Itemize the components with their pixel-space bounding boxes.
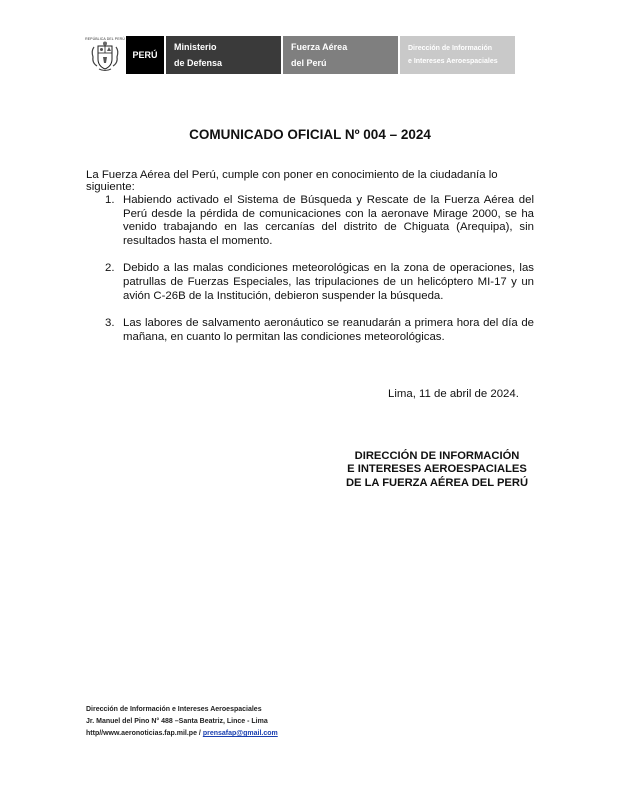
- website-text: http//www.aeronoticias.fap.mil.pe /: [86, 730, 201, 737]
- air-force-line-1: Fuerza Aérea: [291, 42, 348, 52]
- air-force-line-2: del Perú: [291, 58, 327, 68]
- footer-line-3: [86, 728, 278, 740]
- list-item-text: Habiendo activado el Sistema de Búsqueda y Rescate de la Fuerza Aérea del Perú desde la pérdida de comunicaciones con la aeronave Mirage 2000, se ha venido trabajando en las cercanías del distrito de Chiguata (Arequipa), sin resultados hasta el momento.: [123, 194, 534, 247]
- list-item: [86, 262, 534, 303]
- list-item-number: 2.: [105, 262, 115, 275]
- footer-line-2: Jr. Manuel del Pino N° 488 –Santa Beatriz, Lince - Lima: [86, 718, 268, 725]
- email-link[interactable]: prensafap@gmail.com: [202, 730, 278, 737]
- directorate-line-2: e Intereses Aeroespaciales: [408, 58, 498, 65]
- document-date: Lima, 11 de abril de 2024.: [388, 388, 519, 400]
- signature-line-1: DIRECCIÓN DE INFORMACIÓN: [354, 450, 520, 462]
- air-force-block: [281, 36, 398, 74]
- signature-line-2: E INTERESES AEROESPACIALES: [347, 463, 527, 476]
- signature-block: [342, 450, 532, 490]
- list-item-number: 1.: [105, 194, 115, 206]
- document-title: COMUNICADO OFICIAL Nº 004 – 2024: [189, 127, 431, 142]
- statement-list: [86, 194, 534, 358]
- directorate-block: [398, 36, 515, 74]
- list-item-text: Las labores de salvamento aeronáutico se reanudarán a primera hora del día de mañana, en cuanto lo permitan las condiciones meteorológicas.: [123, 317, 534, 343]
- list-item-number: 3.: [105, 317, 115, 330]
- signature-line-3: DE LA FUERZA AÉREA DEL PERÚ: [345, 476, 529, 489]
- ministry-line-1: Ministerio: [174, 42, 217, 52]
- footer: [86, 704, 278, 740]
- letterhead: [84, 36, 515, 74]
- list-item: [86, 194, 534, 248]
- country-label: PERÚ: [132, 50, 158, 60]
- ministry-block: [164, 36, 281, 74]
- list-item-text: Debido a las malas condiciones meteorológicas en la zona de operaciones, las patrullas de Fuerzas Especiales, las tripulaciones de un helicóptero MI-17 y un avión C-26B de la Institución, debieron suspender la búsqueda.: [123, 262, 534, 302]
- shield-icon: [90, 41, 120, 73]
- directorate-line-1: Dirección de Información: [408, 45, 493, 52]
- ministry-line-2: de Defensa: [174, 58, 223, 68]
- country-block: [126, 36, 164, 74]
- seal-text: REPÚBLICA DEL PERÚ: [85, 37, 125, 41]
- footer-line-1: Dirección de Información e Intereses Aeroespaciales: [86, 706, 262, 713]
- intro-paragraph: La Fuerza Aérea del Perú, cumple con poner en conocimiento de la ciudadanía lo siguiente:: [86, 169, 498, 193]
- list-item: [86, 317, 534, 344]
- coat-of-arms-seal: [84, 36, 126, 74]
